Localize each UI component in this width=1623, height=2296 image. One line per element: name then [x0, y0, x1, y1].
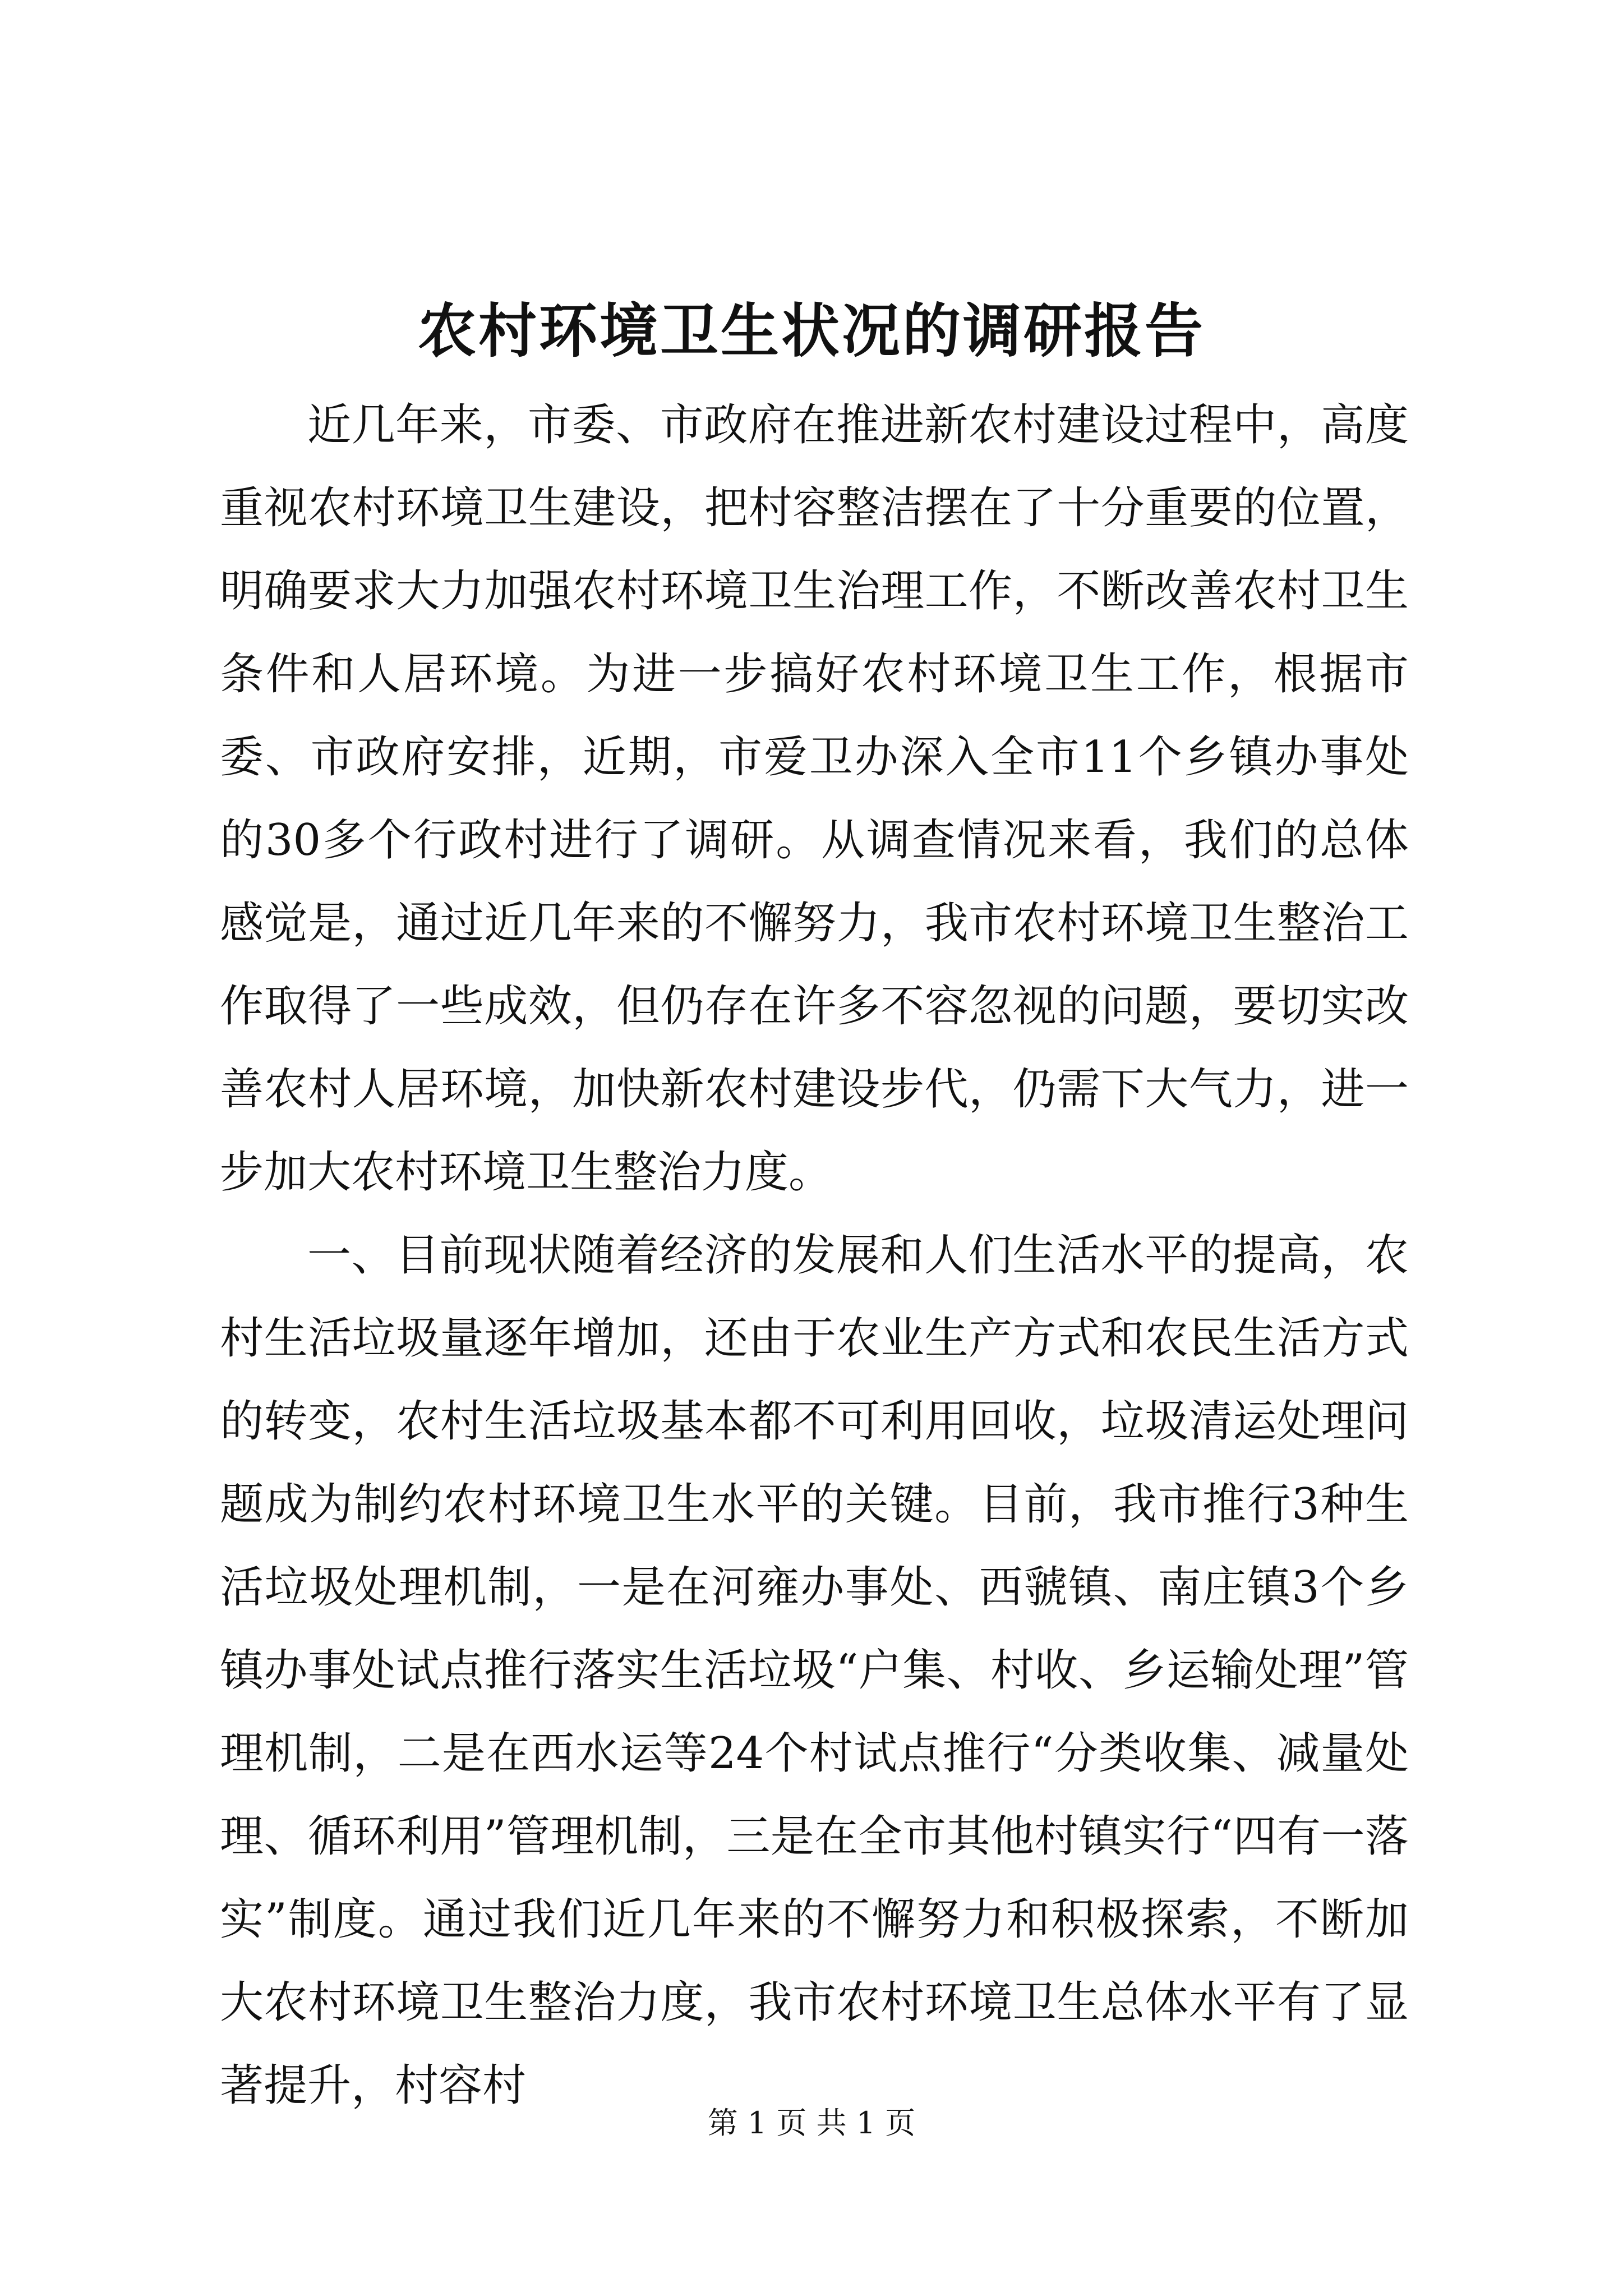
document-body — [220, 384, 1409, 2127]
document-title: 农村环境卫生状况的调研报告 — [417, 296, 1205, 365]
paragraph-intro: 近几年来，市委、市政府在推进新农村建设过程中，高度重视农村环境卫生建设，把村容整洁摆在了十分重要的位置，明确要求大力加强农村环境卫生治理工作，不断改善农村卫生条件和人居环境。为进一步搞好农村环境卫生工作，根据市委、市政府安排，近期，市爱卫办深入全市11个乡镇办事处的30多个行政村进行了调研。从调查情况来看，我们的总体感觉是，通过近几年来的不懈努力，我市农村环境卫生整治工作取得了一些成效，但仍存在许多不容忽视的问题，要切实改善农村人居环境，加快新农村建设步代，仍需下大气力，进一步加大农村环境卫生整治力度。 — [220, 400, 1409, 1198]
paragraph-current-status: 一、目前现状随着经济的发展和人们生活水平的提高，农村生活垃圾量逐年增加，还由于农业生产方式和农民生活方式的转变，农村生活垃圾基本都不可利用回收，垃圾清运处理问题成为制约农村环境卫生水平的关键。目前，我市推行3种生活垃圾处理机制，一是在河雍办事处、西虢镇、南庄镇3个乡镇办事处试点推行落实生活垃圾“户集、村收、乡运输处理”管理机制，二是在西水运等24个村试点推行“分类收集、减量处理、循环利用”管理机制，三是在全市其他村镇实行“四有一落实”制度。通过我们近几年来的不懈努力和积极探索，不断加大农村环境卫生整治力度，我市农村环境卫生总体水平有了显著提升，村容村 — [220, 1230, 1409, 2111]
page-footer: 第 1 页 共 1 页 — [707, 2105, 916, 2141]
